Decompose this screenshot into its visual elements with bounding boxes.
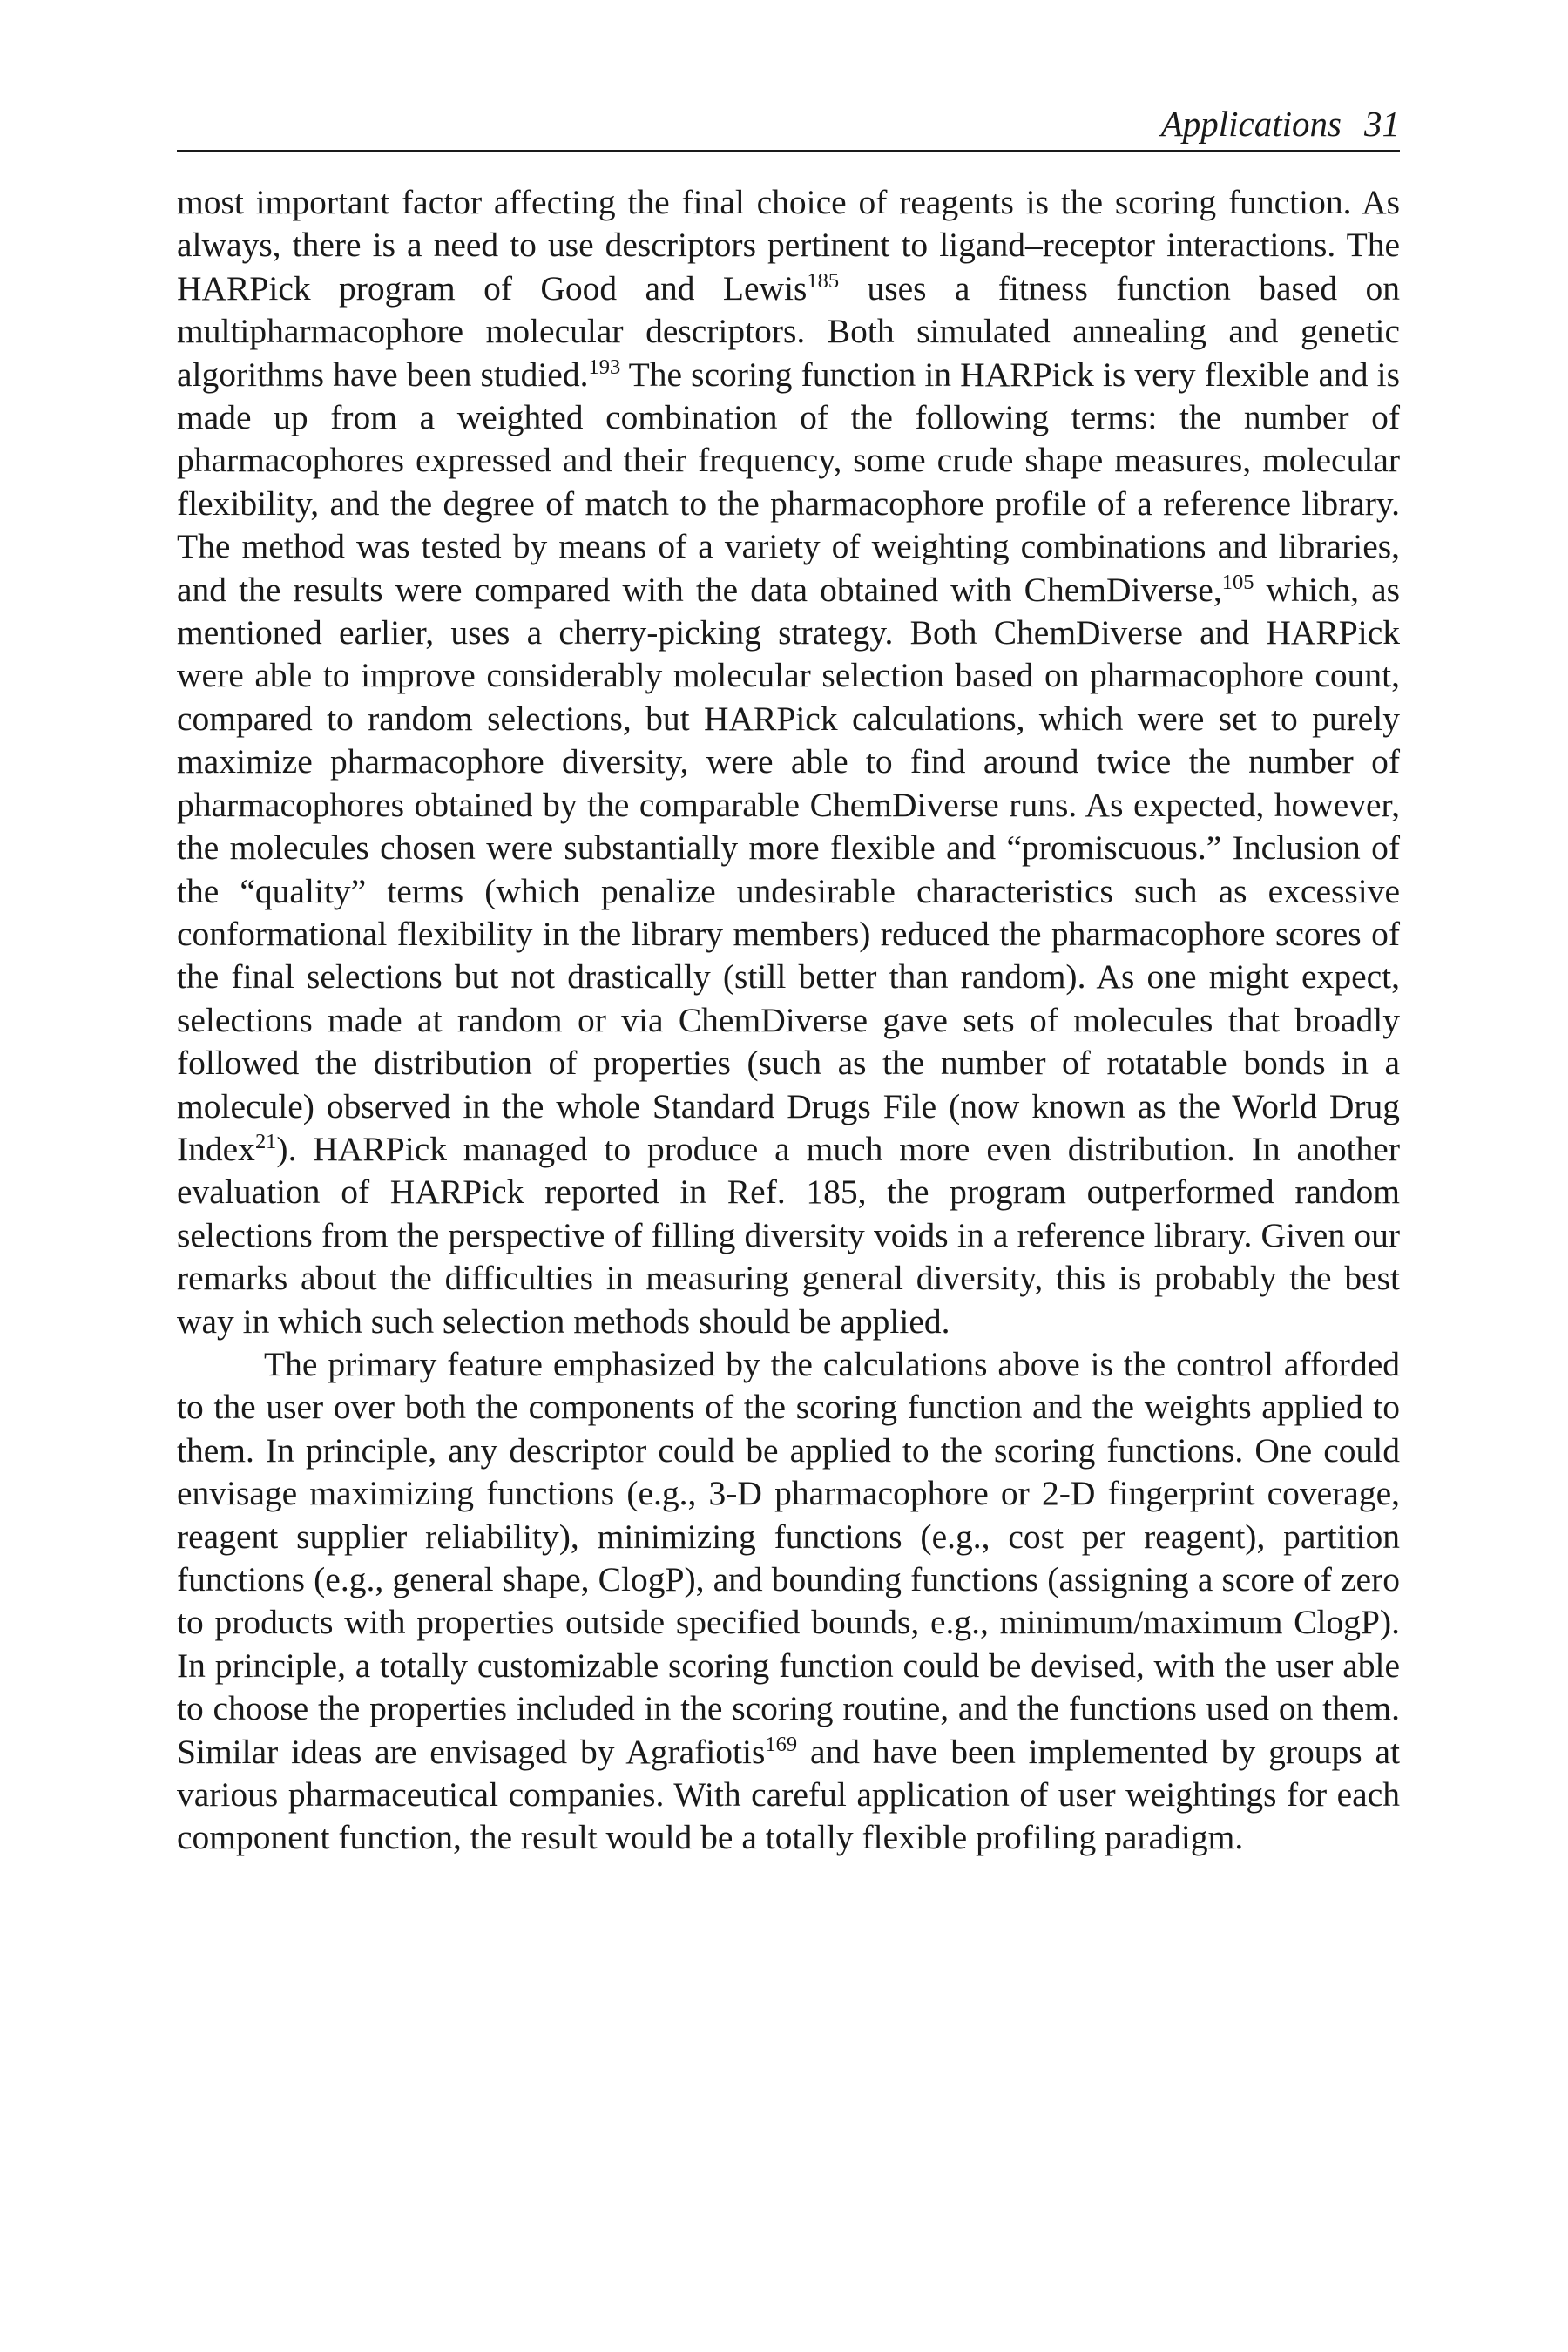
- paragraph-2-text-1: The primary feature emphasized by the calculations above is the control afforded to the user over both the components of the scoring function and the weights applied to them. In principle, any descriptor could be applied to the scoring functions. One could envisage maximizing functions (e.g., 3-D pharmacophore or 2-D fingerprint coverage, reagent supplier reliability), minimizing functions (e.g., cost per reagent), partition functions (e.g., general shape, ClogP), and bounding functions (assigning a score of zero to products with properties outside specified bounds, e.g., minimum/maximum ClogP). In principle, a totally customizable scoring function could be devised, with the user able to choose the properties included in the scoring routine, and the functions used on them. Similar ideas are envisaged by Agrafiotis: [177, 1344, 1400, 1771]
- paragraph-1-text-4: which, as mentioned earlier, uses a cherry-picking strategy. Both ChemDiverse and HARPick were able to improve considerably molecular selection based on pharmacophore count, compared to random selections, but HARPick calculations, which were set to purely maximize pharmacophore diversity, were able to find around twice the number of pharmacophores obtained by the comparable ChemDiverse runs. As expected, however, the molecules chosen were substantially more flexible and “promiscuous.” Inclusion of the “quality” terms (which penalize undesirable characteristics such as excessive conformational flexibility in the library members) reduced the pharmacophore scores of the final selections but not drastically (still better than random). As one might expect, selections made at random or via ChemDiverse gave sets of molecules that broadly followed the distribution of properties (such as the number of rotatable bonds in a molecule) observed in the whole Standard Drugs File (now known as the World Drug Index: [177, 570, 1400, 1168]
- paragraph-1-text-5: ). HARPick managed to produce a much more even distribution. In another evaluation of HARPick reported in Ref. 185, the program outperformed random selections from the perspective of filling diversity voids in a reference library. Given our remarks about the difficulties in measuring general diversity, this is probably the best way in which such selection methods should be applied.: [177, 1129, 1400, 1341]
- citation-185: 185: [807, 268, 840, 293]
- citation-169: 169: [765, 1732, 798, 1756]
- paragraph-1: [177, 181, 1400, 1343]
- section-title: Applications: [1160, 104, 1342, 144]
- citation-21: 21: [254, 1129, 277, 1153]
- citation-105: 105: [1221, 570, 1254, 594]
- running-head: [177, 103, 1400, 152]
- citation-193: 193: [588, 355, 621, 379]
- book-page: [177, 103, 1400, 1860]
- paragraph-1-text-3: The scoring function in HARPick is very flexible and is made up from a weighted combination of the following terms: the number of pharmacophores expressed and their frequency, some crude shape measures, molecular flexibility, and the degree of match to the pharmacophore profile of a reference library. The method was tested by means of a variety of weighting combinations and libraries, and the results were compared with the data obtained with ChemDiverse,: [177, 355, 1400, 609]
- paragraph-2-text-2: and have been implemented by groups at various pharmaceutical companies. With careful application of user weightings for each component function, the result would be a totally flexible profiling paradigm.: [177, 1732, 1400, 1857]
- paragraph-1-text-1: most important factor affecting the final choice of reagents is the scoring function. As always, there is a need to use descriptors pertinent to ligand–receptor interactions. The HARPick program of Good and Lewis: [177, 183, 1400, 308]
- paragraph-1-text-2: uses a fitness function based on multipharmacophore molecular descriptors. Both simulated annealing and genetic algorithms have been studied.: [177, 268, 1400, 394]
- body-text: [177, 181, 1400, 1860]
- paragraph-2: [177, 1343, 1400, 1860]
- page-number: 31: [1364, 104, 1400, 144]
